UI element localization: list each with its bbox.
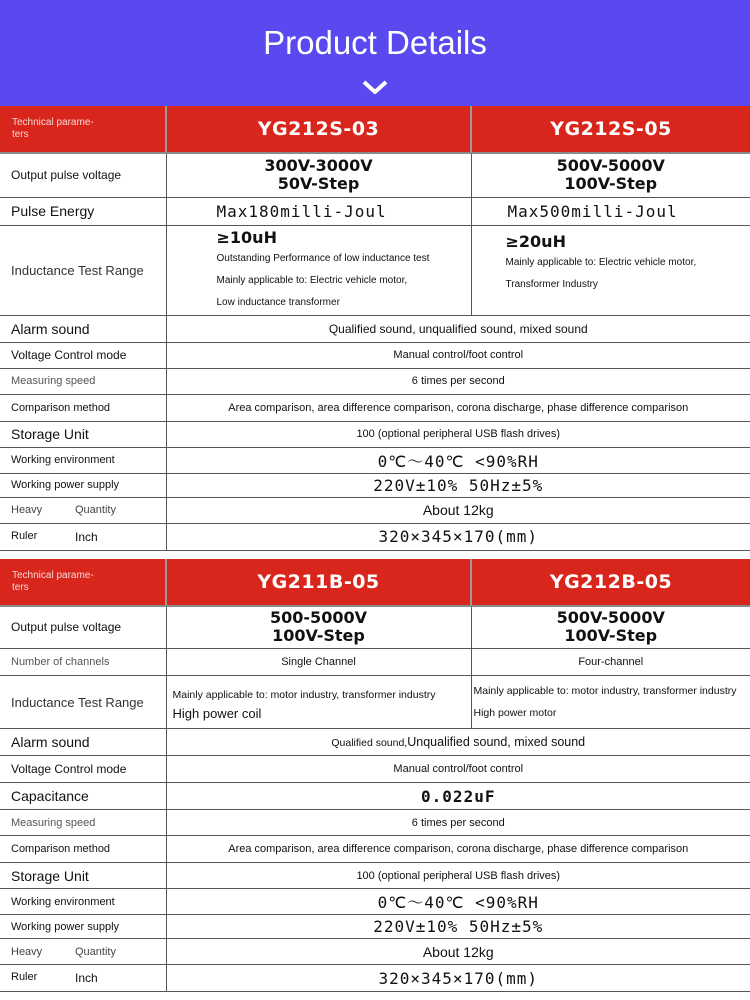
row-value: Manual control/foot control [166,342,750,368]
row-label: Voltage Control mode [0,342,166,368]
row-value: About 12kg [166,497,750,523]
row-label: Storage Unit [0,421,166,447]
row-value: 220V±10% 50Hz±5% [166,473,750,497]
row-label: Comparison method [0,394,166,421]
row-value: 6 times per second [166,810,750,836]
row-label: Working power supply [0,915,166,939]
row-value: Four-channel [471,649,750,676]
row-value: Mainly applicable to: motor industry, transformer industry High power motor [471,676,750,729]
table-header-row [0,559,750,606]
row-value: 100 (optional peripheral USB flash drives) [166,421,750,447]
row-value: 220V±10% 50Hz±5% [166,915,750,939]
row-value: Max180milli-Joul [166,197,471,225]
row-value: ≥20uH Mainly applicable to: Electric vehicle motor, Transformer Industry [471,225,750,315]
table-row [0,783,750,810]
row-value: 320×345×170(mm) [166,965,750,992]
row-value: Qualified sound,Unqualified sound, mixed sound [166,729,750,756]
row-value: 0℃～40℃ <90%RH [166,889,750,915]
table-row [0,447,750,473]
table-row [0,473,750,497]
row-label: Alarm sound [0,315,166,342]
table-row [0,523,750,550]
row-value: Mainly applicable to: motor industry, transformer industry High power coil [166,676,471,729]
row-label: Storage Unit [0,863,166,889]
header-label: Technical parame- ters [0,559,166,606]
table-row [0,225,750,315]
table-row [0,153,750,197]
model-name: YG212S-03 [166,106,471,153]
row-value: Area comparison, area difference comparison, corona discharge, phase difference comparison [166,836,750,863]
table-row [0,676,750,729]
model-name: YG212B-05 [471,559,750,606]
spec-table-1 [0,106,750,551]
row-value: Qualified sound, unqualified sound, mixed sound [166,315,750,342]
table-row [0,421,750,447]
row-label: Working environment [0,889,166,915]
table-row [0,368,750,394]
row-label: Output pulse voltage [0,153,166,197]
spec-table-2 [0,559,750,993]
table-row [0,606,750,649]
row-value: Area comparison, area difference comparison, corona discharge, phase difference comparison [166,394,750,421]
row-value: Manual control/foot control [166,756,750,783]
row-value: 100 (optional peripheral USB flash drives) [166,863,750,889]
row-label: Inductance Test Range [0,676,166,729]
row-value: Single Channel [166,649,471,676]
row-label: Pulse Energy [0,197,166,225]
table-row [0,394,750,421]
row-label: Measuring speed [0,368,166,394]
page-title: Product Details [263,24,487,61]
table-row [0,810,750,836]
row-value: 300V-3000V 50V-Step [166,153,471,197]
table-row [0,889,750,915]
row-label: Heavy Quantity [0,939,166,965]
table-row [0,315,750,342]
row-label: Working environment [0,447,166,473]
model-name: YG211B-05 [166,559,471,606]
row-label: Comparison method [0,836,166,863]
chevron-down-icon [362,80,388,94]
table-row [0,197,750,225]
table-row [0,497,750,523]
row-value: ≥10uH Outstanding Performance of low inductance test Mainly applicable to: Electric vehicle motor, Low inductance transformer [166,225,471,315]
row-value: 320×345×170(mm) [166,523,750,550]
table-row [0,649,750,676]
table-row [0,863,750,889]
row-value: 0.022uF [166,783,750,810]
table-row [0,836,750,863]
row-label: Ruler Inch [0,523,166,550]
row-value: Max500milli-Joul [471,197,750,225]
page-header [0,0,750,106]
row-label: Measuring speed [0,810,166,836]
row-value: About 12kg [166,939,750,965]
row-label: Capacitance [0,783,166,810]
row-label: Ruler Inch [0,965,166,992]
row-label: Voltage Control mode [0,756,166,783]
row-value: 0℃～40℃ <90%RH [166,447,750,473]
table-row [0,965,750,992]
row-value: 500V-5000V 100V-Step [471,153,750,197]
table-header-row [0,106,750,153]
row-value: 500V-5000V 100V-Step [471,606,750,649]
table-row [0,915,750,939]
table-row [0,939,750,965]
row-label: Heavy Quantity [0,497,166,523]
header-label: Technical parame- ters [0,106,166,153]
table-row [0,342,750,368]
row-label: Working power supply [0,473,166,497]
table-row [0,756,750,783]
row-label: Output pulse voltage [0,606,166,649]
row-value: 6 times per second [166,368,750,394]
table-row [0,729,750,756]
row-label: Alarm sound [0,729,166,756]
row-label: Inductance Test Range [0,225,166,315]
row-label: Number of channels [0,649,166,676]
row-value: 500-5000V 100V-Step [166,606,471,649]
model-name: YG212S-05 [471,106,750,153]
